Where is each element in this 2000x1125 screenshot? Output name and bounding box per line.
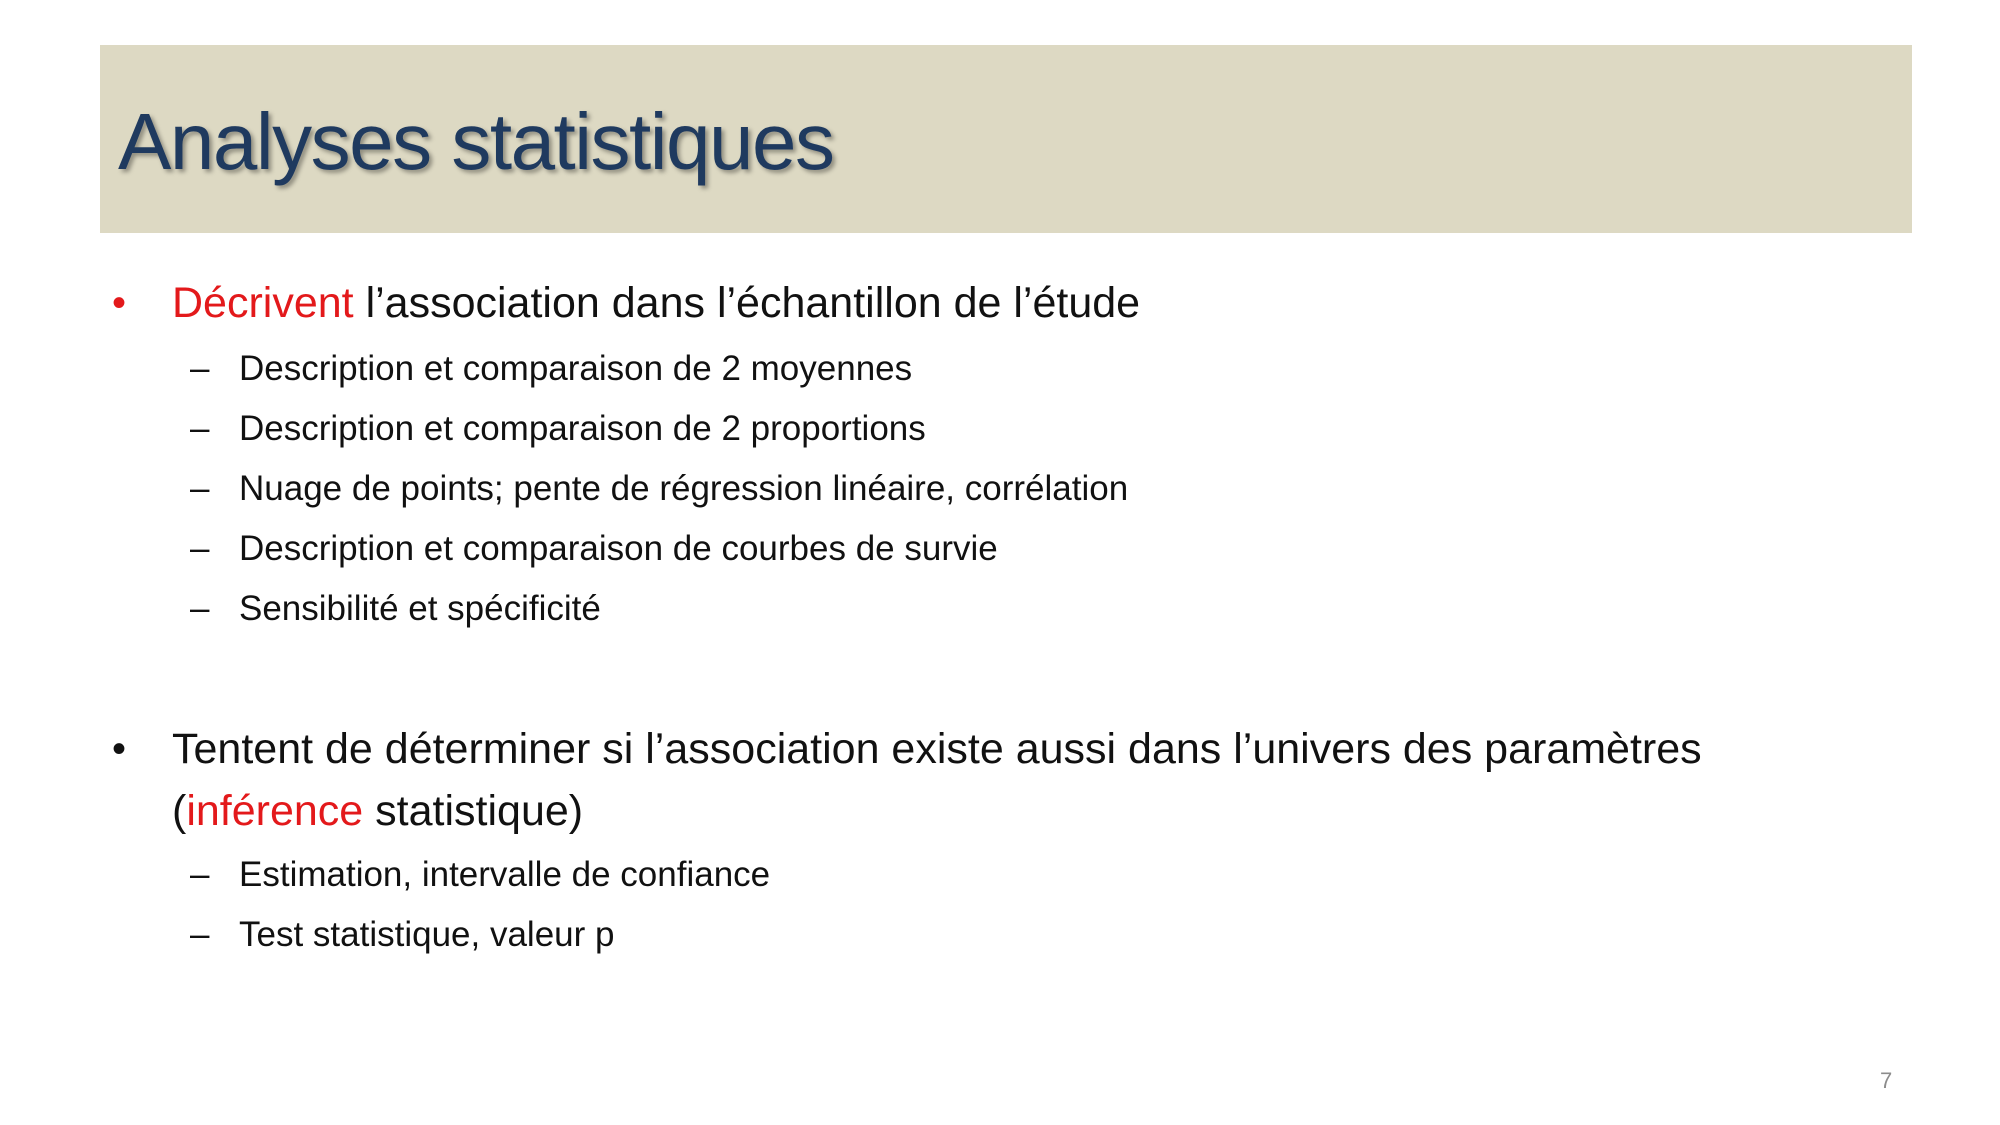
bullet-2-highlight: inférence	[186, 787, 364, 835]
dash-marker: –	[190, 349, 210, 388]
subitem: Nuage de points; pente de régression linéaire, corrélation	[239, 469, 1129, 508]
subitem: Description et comparaison de 2 proportions	[239, 409, 926, 448]
subitem: Test statistique, valeur p	[239, 915, 615, 954]
dash-marker: –	[190, 855, 210, 894]
slide-title: Analyses statistiques	[118, 97, 834, 186]
subitem: Sensibilité et spécificité	[239, 589, 601, 628]
subitem: Estimation, intervalle de confiance	[239, 855, 771, 894]
bullet-marker: •	[112, 281, 127, 325]
page-number: 7	[1880, 1068, 1893, 1093]
bullet-1-text: l’association dans l’échantillon de l’étude	[353, 279, 1141, 327]
dash-marker: –	[190, 915, 210, 954]
subitem: Description et comparaison de 2 moyennes	[239, 349, 913, 388]
dash-marker: –	[190, 409, 210, 448]
bullet-2-paren-open: (	[172, 787, 187, 835]
bullet-item-2-line-1: Tentent de déterminer si l’association existe aussi dans l’univers des paramètres	[172, 725, 1702, 773]
bullet-item-2-line-2	[172, 780, 583, 842]
bullet-1-highlight: Décrivent	[172, 279, 354, 327]
dash-marker: –	[190, 529, 210, 568]
subitem: Description et comparaison de courbes de survie	[239, 529, 998, 568]
bullet-2-rest: statistique)	[363, 787, 584, 835]
dash-marker: –	[190, 469, 210, 508]
bullet-marker: •	[112, 727, 127, 771]
dash-marker: –	[190, 589, 210, 628]
bullet-item-1	[172, 272, 1140, 334]
